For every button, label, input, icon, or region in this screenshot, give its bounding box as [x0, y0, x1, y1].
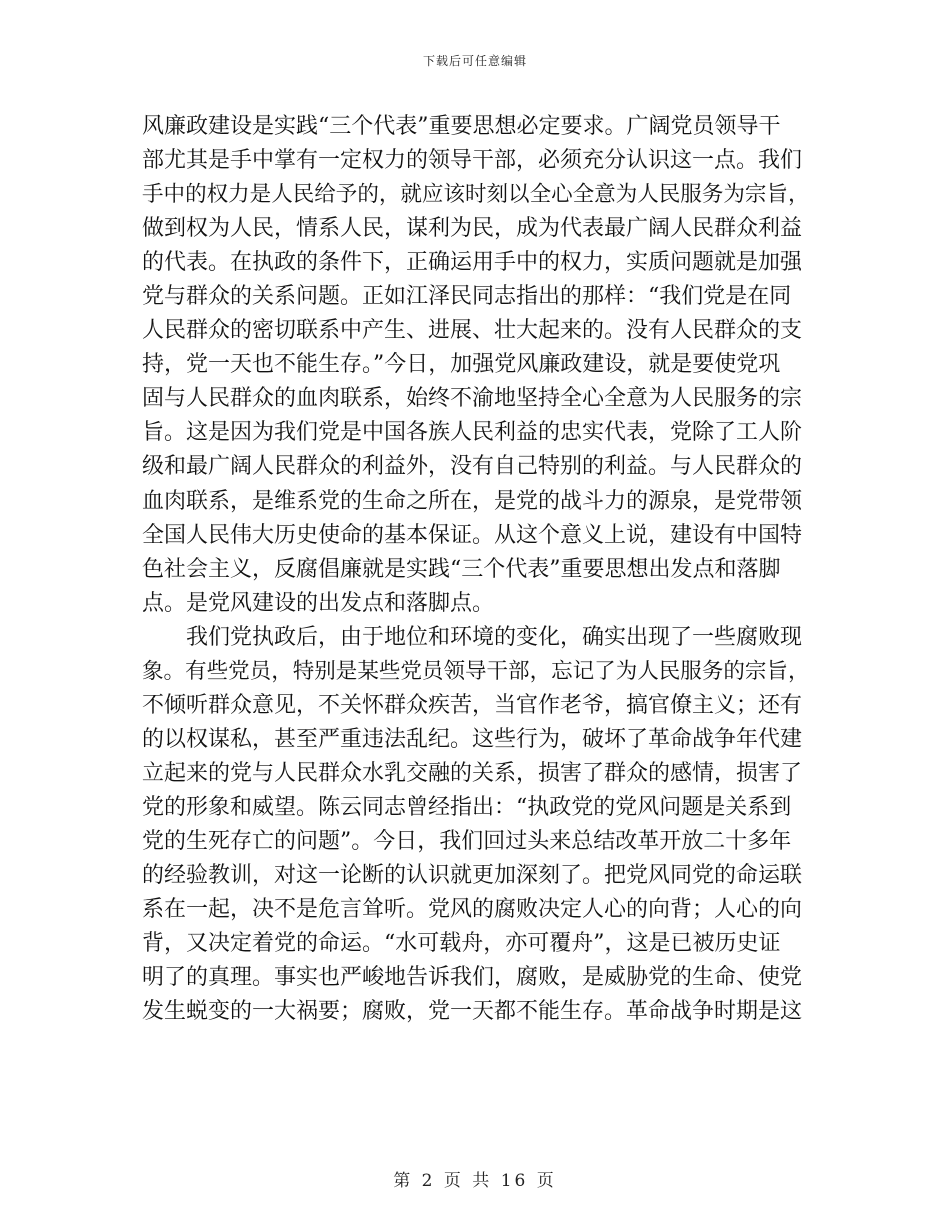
paragraph-line: 人民群众的密切联系中产生、进展、壮大起来的。没有人民群众的支	[142, 318, 803, 344]
paragraph-line: 手中的权力是人民给予的，就应该时刻以全心全意为人民服务为宗旨，	[142, 182, 810, 208]
paragraph-line: 色社会主义，反腐倡廉就是实践“三个代表”重要思想出发点和落脚	[142, 556, 781, 582]
paragraph-line: 的代表。在执政的条件下，正确运用手中的权力，实质问题就是加强	[142, 250, 803, 276]
paragraph-line: 发生蜕变的一大祸要；腐败，党一天都不能生存。革命战争时期是这	[142, 999, 803, 1025]
paragraph-line: 的以权谋私，甚至严重违法乱纪。这些行为，破坏了革命战争年代建	[142, 726, 803, 752]
paragraph-line: 血肉联系，是维系党的生命之所在，是党的战斗力的源泉，是党带领	[142, 488, 803, 514]
paragraph-line: 部尤其是手中掌有一定权力的领导干部，必须充分认识这一点。我们	[142, 148, 803, 174]
paragraph-line: 不倾听群众意见，不关怀群众疾苦，当官作老爷，搞官僚主义；还有	[142, 692, 803, 718]
document-body	[142, 110, 810, 1029]
paragraph-line: 级和最广阔人民群众的利益外，没有自己特别的利益。与人民群众的	[142, 454, 803, 480]
paragraph-line: 点。是党风建设的出发点和落脚点。	[142, 590, 495, 616]
paragraph-line: 党的生死存亡的问题”。今日，我们回过头来总结改革开放二十多年	[142, 828, 792, 854]
paragraph-line: 的经验教训，对这一论断的认识就更加深刻了。把党风同党的命运联	[142, 863, 803, 889]
paragraph-line: 旨。这是因为我们党是中国各族人民利益的忠实代表，党除了工人阶	[142, 420, 803, 446]
paragraph-line: 象。有些党员，特别是某些党员领导干部，忘记了为人民服务的宗旨，	[142, 658, 810, 684]
paragraph-line: 系在一起，决不是危言耸听。党风的腐败决定人心的向背；人心的向	[142, 897, 803, 923]
paragraph-line: 固与人民群众的血肉联系，始终不渝地坚持全心全意为人民服务的宗	[142, 386, 803, 412]
paragraph-line: 立起来的党与人民群众水乳交融的关系，损害了群众的感情，损害了	[142, 760, 803, 786]
paragraph-line: 全国人民伟大历史使命的基本保证。从这个意义上说，建设有中国特	[142, 522, 803, 548]
paragraph-line: 明了的真理。事实也严峻地告诉我们，腐败，是威胁党的生命、使党	[142, 965, 803, 991]
paragraph-first-line: 我们党执政后，由于地位和环境的变化，确实出现了一些腐败现	[186, 624, 803, 650]
page-header: 下载后可任意编辑	[422, 54, 527, 68]
paragraph-line: 党的形象和威望。陈云同志曾经指出：“执政党的党风问题是关系到	[142, 794, 792, 820]
page-number-footer: 第 2 页 共 16 页	[393, 1171, 557, 1191]
paragraph-line: 党与群众的关系问题。正如江泽民同志指出的那样：“我们党是在同	[142, 284, 792, 310]
paragraph-line: 风廉政建设是实践“三个代表”重要思想必定要求。广阔党员领导干	[142, 114, 781, 139]
paragraph-line: 背，又决定着党的命运。“水可载舟，亦可覆舟”，这是已被历史证	[142, 931, 781, 957]
paragraph-line: 持，党一天也不能生存。”今日，加强党风廉政建设，就是要使党巩	[142, 352, 781, 378]
paragraph-line: 做到权为人民，情系人民，谋利为民，成为代表最广阔人民群众利益	[142, 216, 803, 242]
